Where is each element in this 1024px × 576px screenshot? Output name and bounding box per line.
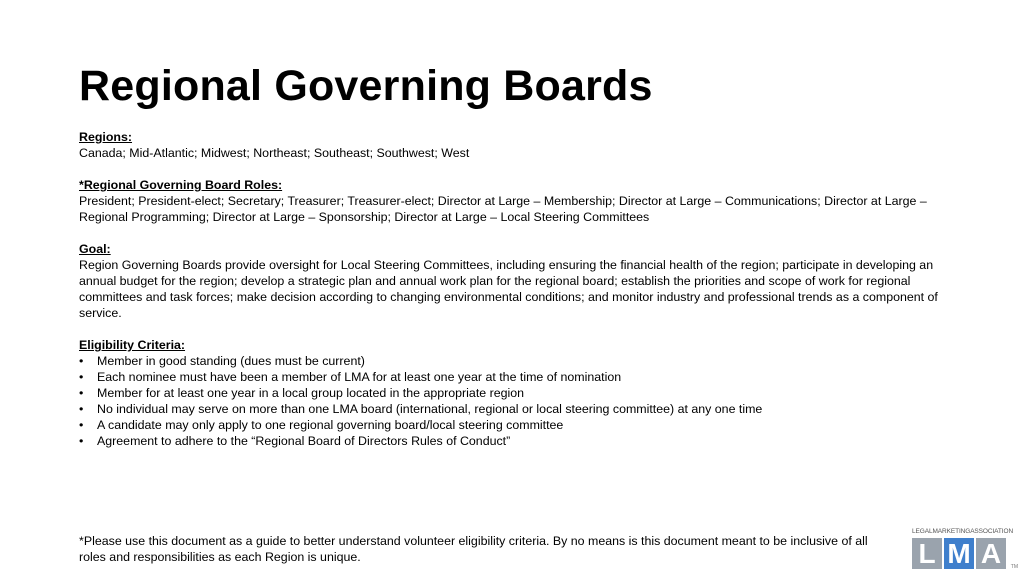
goal-section: [79, 241, 949, 321]
list-item-text: No individual may serve on more than one LMA board (international, regional or local steering committee) at any one time: [97, 402, 763, 416]
bullet-icon: •: [79, 434, 84, 448]
list-item: [79, 417, 949, 433]
eligibility-section: [79, 337, 949, 449]
regions-text: Canada; Mid-Atlantic; Midwest; Northeast; Southeast; Southwest; West: [79, 146, 470, 160]
eligibility-heading: Eligibility Criteria:: [79, 338, 186, 352]
regions-heading: Regions:: [79, 130, 133, 144]
goal-text: Region Governing Boards provide oversight for Local Steering Committees, including ensuring the financial health of the region; participate in developing an annual budget for the region; develop a strategic plan and annual work plan for the regional board; establish the priorities and scope of work for regional committees and task forces; make decision according to changing environmental conditions; and monitor industry and professional trends as a component of service.: [79, 258, 938, 320]
logo-caption: LEGALMARKETINGASSOCIATION: [912, 528, 1014, 535]
list-item: [79, 353, 949, 369]
page-title: Regional Governing Boards: [79, 62, 653, 110]
list-item-text: A candidate may only apply to one regional governing board/local steering committee: [97, 418, 564, 432]
footnote: *Please use this document as a guide to better understand volunteer eligibility criteria. By no means is this document meant to be inclusive of all roles and responsibilities as each Region is unique.: [79, 534, 868, 564]
list-item-text: Each nominee must have been a member of LMA for at least one year at the time of nomination: [97, 370, 622, 384]
goal-heading: Goal:: [79, 242, 111, 256]
logo-letter-m: M: [944, 538, 974, 569]
bullet-icon: •: [79, 402, 84, 416]
list-item-text: Agreement to adhere to the “Regional Board of Directors Rules of Conduct”: [97, 434, 511, 448]
list-item: [79, 433, 949, 449]
main-content: [79, 129, 949, 465]
logo-letter-a: A: [976, 538, 1006, 569]
bullet-icon: •: [79, 418, 84, 432]
trademark-mark: TM: [1010, 564, 1018, 570]
list-item: [79, 401, 949, 417]
bullet-icon: •: [79, 386, 84, 400]
regions-section: [79, 129, 949, 161]
list-item: [79, 369, 949, 385]
roles-heading: *Regional Governing Board Roles:: [79, 178, 283, 192]
list-item-text: Member for at least one year in a local group located in the appropriate region: [97, 386, 525, 400]
lma-logo: [912, 528, 1018, 572]
list-item: [79, 385, 949, 401]
roles-text: President; President-elect; Secretary; Treasurer; Treasurer-elect; Director at Large – Membership; Director at Large – Communications; Director at Large – Regional Programming; Director at Large – Sponsorship; Director at Large – Local Steering Committees: [79, 194, 927, 224]
bullet-icon: •: [79, 370, 84, 384]
logo-letter-l: L: [912, 538, 942, 569]
roles-section: [79, 177, 949, 225]
bullet-icon: •: [79, 354, 84, 368]
list-item-text: Member in good standing (dues must be current): [97, 354, 365, 368]
eligibility-list: [79, 353, 949, 449]
logo-letters: [912, 538, 1006, 569]
